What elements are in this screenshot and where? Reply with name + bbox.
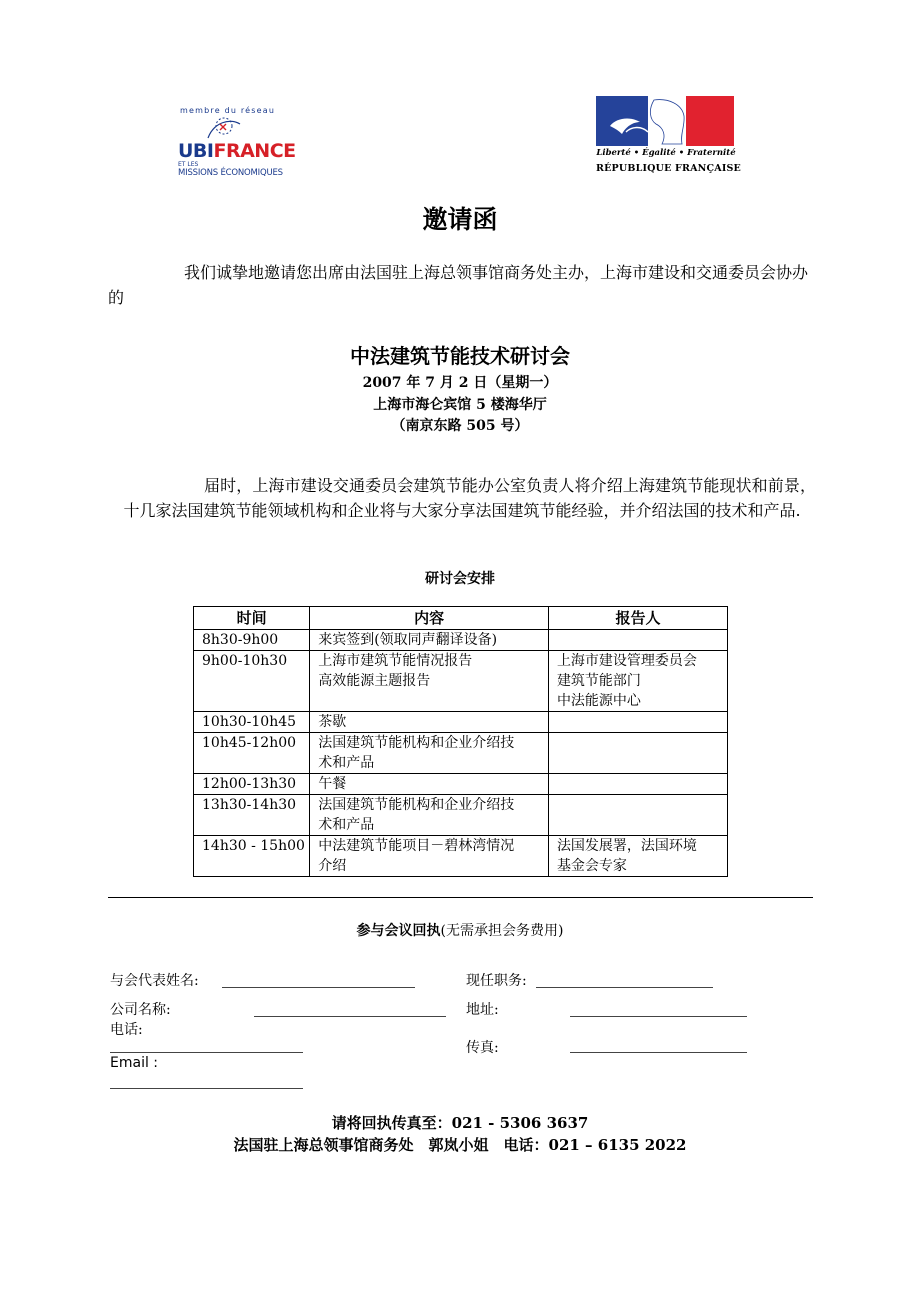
row-time: 14h30 - 15h00 [194,836,310,877]
republic-name: RÉPUBLIQUE FRANÇAISE [596,163,741,174]
reply-title: 参与会议回执(无需承担会务费用) [356,923,564,939]
row-content: 法国建筑节能机构和企业介绍技 术和产品 [310,795,549,836]
row-speaker [548,630,727,651]
header-content: 内容 [310,607,549,630]
schedule-table [193,606,728,877]
fax-instruction: 请将回执传真至：021 - 5306 3637 [331,1114,589,1132]
ubifrance-name: UBIFRANCE [178,140,296,162]
contact-line: 法国驻上海总领事馆商务处 郭岚小姐 电话：021 – 6135 2022 [233,1136,687,1154]
row-speaker [548,712,727,733]
row-content: 上海市建筑节能情况报告 高效能源主题报告 [310,651,549,712]
schedule-header-row [194,607,728,630]
section-divider [108,897,813,898]
row-speaker: 上海市建设管理委员会 建筑节能部门 中法能源中心 [548,651,727,712]
row-content: 来宾签到(领取同声翻译设备) [310,630,549,651]
marianne-flag-icon [596,96,734,146]
address-field[interactable] [570,1016,747,1017]
ubifrance-swoosh-icon [204,116,244,142]
table-row [194,836,728,877]
row-time: 10h30-10h45 [194,712,310,733]
row-content: 中法建筑节能项目－碧林湾情况 介绍 [310,836,549,877]
row-speaker [548,795,727,836]
row-speaker [548,733,727,774]
table-row [194,712,728,733]
position-field[interactable] [536,987,713,988]
fax-label: 传真: [466,1040,499,1056]
table-row [194,733,728,774]
ubifrance-network-label: membre du réseau [180,106,276,115]
event-venue: 上海市海仑宾馆 5 楼海华厅 [373,397,547,413]
ubifrance-sub1: ET LES [178,161,199,168]
event-address: （南京东路 505 号） [391,418,529,434]
name-field[interactable] [222,987,415,988]
ubifrance-logo [178,106,308,182]
event-name: 中法建筑节能技术研讨会 [350,344,570,368]
row-content: 法国建筑节能机构和企业介绍技 术和产品 [310,733,549,774]
row-time: 10h45-12h00 [194,733,310,774]
row-content: 午餐 [310,774,549,795]
row-time: 9h00-10h30 [194,651,310,712]
row-time: 13h30-14h30 [194,795,310,836]
company-label: 公司名称: [110,1002,171,1018]
email-label: Email : [110,1055,159,1071]
table-row [194,630,728,651]
intro-paragraph: 我们诚挚地邀请您出席由法国驻上海总领事馆商务处主办，上海市建设和交通委员会协办的 [108,263,809,307]
ubifrance-sub2: MISSIONS ÉCONOMIQUES [178,168,283,178]
republique-francaise-logo [596,96,741,180]
address-label: 地址: [466,1002,499,1018]
row-content: 茶歇 [310,712,549,733]
table-row [194,795,728,836]
table-row [194,774,728,795]
row-speaker [548,774,727,795]
phone-field[interactable] [110,1052,303,1053]
fax-field[interactable] [570,1052,747,1053]
page-title: 邀请函 [422,205,498,234]
description-paragraph: 届时，上海市建设交通委员会建筑节能办公室负责人将介绍上海建筑节能现状和前景，十几家法国建筑节能领域机构和企业将与大家分享法国建筑节能经验，并介绍法国的技术和产品. [123,476,816,520]
row-time: 12h00-13h30 [194,774,310,795]
header-speaker: 报告人 [548,607,727,630]
event-date: 2007 年 7 月 2 日（星期一） [362,375,558,391]
schedule-title: 研讨会安排 [425,571,495,587]
phone-label: 电话: [110,1022,143,1038]
company-field[interactable] [254,1016,446,1017]
position-label: 现任职务: [466,973,527,989]
row-time: 8h30-9h00 [194,630,310,651]
name-label: 与会代表姓名: [110,973,199,989]
table-row [194,651,728,712]
header-time: 时间 [194,607,310,630]
row-speaker: 法国发展署，法国环境 基金会专家 [548,836,727,877]
email-field[interactable] [110,1088,303,1089]
republic-motto: Liberté • Égalité • Fraternité [596,148,736,158]
